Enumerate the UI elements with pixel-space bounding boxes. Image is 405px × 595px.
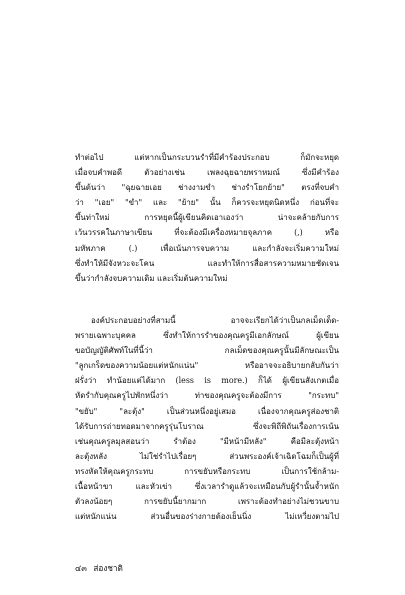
text-line: ว่า "เอย" "ขำ" และ "ย้าย" นั้น ก็ควรจะหยุดนิดหนึ่ง ก่อนที่จะ: [75, 198, 339, 208]
text-line: แต่หนักแน่น ส่วนอื่นของร่างกายต้องเย็นนิ่ง ไม่เหวี่ยงตามไป: [75, 512, 339, 522]
text-line: ตัวลงน้อยๆ การขยับนี้ยากมาก เพราะต้องทำอย่างไม่ชวนขาบ: [75, 497, 339, 507]
text-line: หัดรำกับคุณครูไปพักหนึ่งว่า ท่าของคุณครูจะต้องมีการ "กระทบ": [75, 391, 339, 401]
text-line: ฝรั่งว่า ทำน้อยแต่ได้มาก (less is more.) ก็ได้ ผู้เขียนสังเกตเมื่อ: [75, 376, 339, 386]
text-line: ขึ้นท่าใหม่ การหยุดนี้ผู้เขียนคิดเอาเองว่า น่าจะคล้ายกับการ: [75, 213, 339, 223]
running-title: ส่องชาติ: [93, 563, 123, 573]
text-line: องค์ประกอบอย่างที่สามนี้ อาจจะเรียกได้ว่าเป็นกลเม็ดเด็ด-: [91, 316, 339, 325]
text-line: "ลูกเกร็ดของความน้อยแต่หนักแน่น" หรืออาจจะอธิบายกลับกันว่า: [75, 361, 339, 371]
text-line: เนื้อหน้าขา และหัวเข่า ซึ่งเวลารำดูแล้วจะเหมือนกับผู้รำนั้นจ้ำหนัก: [75, 482, 339, 492]
page-number: ๔๓: [75, 563, 87, 573]
paragraph-1: [75, 150, 339, 286]
text-line: ทำต่อไป แต่หากเป็นกระบวนรำที่มีคำร้องประกอบ ก็มักจะหยุด: [75, 153, 339, 162]
text-line: ขึ้นต้นว่า "ฉุยฉายเอย ช่างงามขำ ช่างรำโยกย้าย" ตรงที่จบคำ: [75, 183, 339, 193]
text-line: ซึ่งทำให้มีจังหวะจะโคน และทำให้การสื่อสารความหมายชัดเจน: [75, 258, 339, 268]
text-line: ทรงหัดให้คุณครูกระทบ การขยับหรือกระทบ เป็นการใช้กล้าม-: [75, 466, 339, 476]
text-line: เว้นวรรคในภาษาเขียน ที่จะต้องมีเครื่องหมายจุลภาค (,) หรือ: [75, 228, 339, 238]
text-line: เช่นคุณครูลมุลสอนว่า รำต้อง "มีหน้ามีหลัง" คือมีละตุ้งหน้า: [75, 436, 339, 446]
text-line: มหัพภาค (.) เพื่อเน้นการจบความ และกำลังจะเริ่มความใหม่: [75, 243, 339, 253]
text-line: ขอบัญญัติศัพท์ในที่นี้ว่า กลเม็ดของคุณครูนั้นมีลักษณะเป็น: [75, 346, 339, 356]
text-line: "ขยับ" "ละตุ้ง" เป็นส่วนหนึ่งอยู่เสมอ เนื่องจากคุณครูส่องชาติ: [75, 406, 339, 416]
paragraph-2: [75, 313, 339, 524]
text-line: เมื่อจบคำพอดี ตัวอย่างเช่น เพลงฉุยฉายพราหมณ์ ซึ่งมีคำร้อง: [75, 168, 339, 178]
page-footer: [75, 562, 127, 574]
text-line: ขึ้นว่ากำลังจบความเดิม และเริ่มต้นความใหม่: [75, 273, 228, 283]
text-line: พรายเฉพาะบุคคล ซึ่งทำให้การรำของคุณครูมีเอกลักษณ์ ผู้เขียน: [75, 331, 339, 341]
text-line: ละตุ้งหลัง ไม่ใช่รำไปเรื่อยๆ ส่วนพระองค์เจ้าเฉิดโฉมก็เป็นผู้ที่: [75, 451, 339, 461]
text-line: ได้รับการถ่ายทอดมาจากครูรุ่นโบราณ ซึ่งจะพิถีพิถันเรื่องการเน้น: [75, 421, 339, 431]
